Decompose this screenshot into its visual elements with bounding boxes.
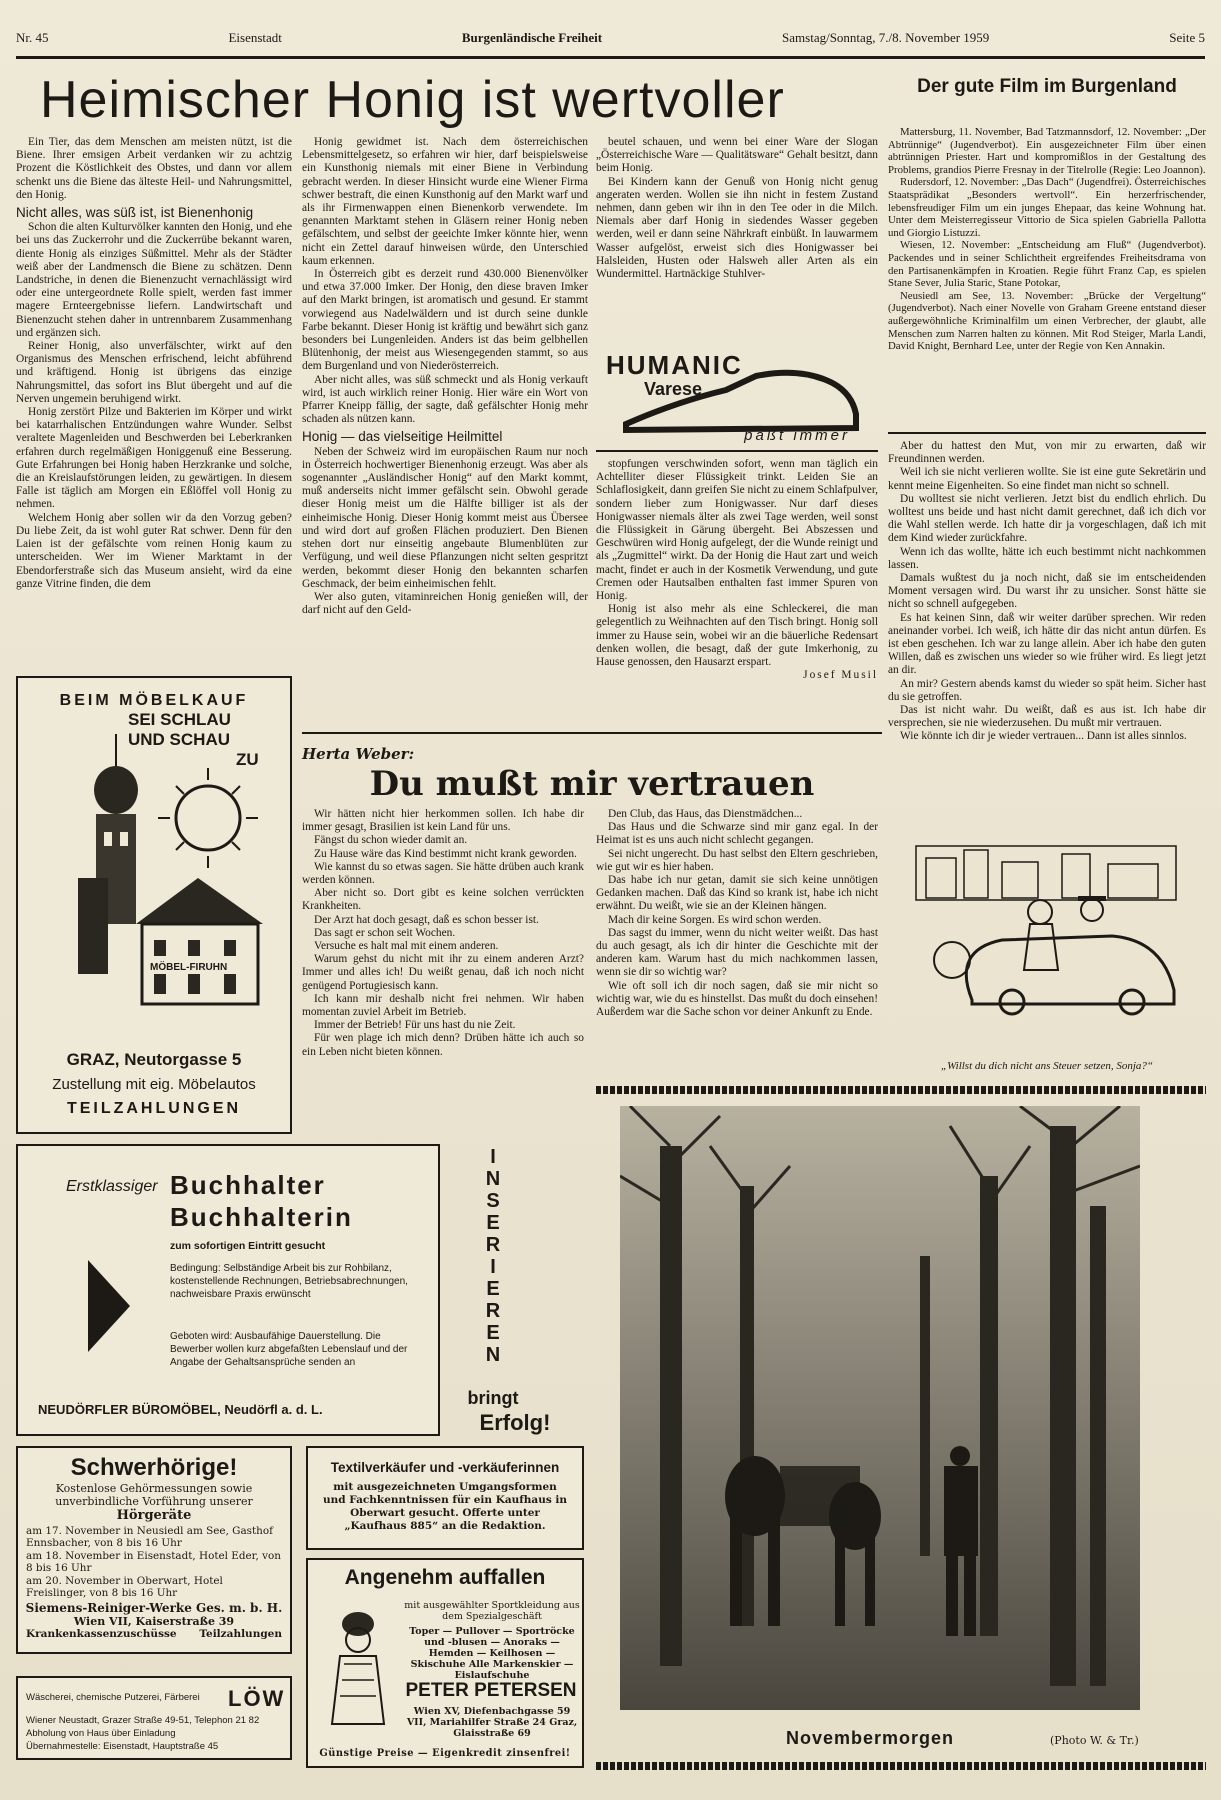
buchhalter-offer: Geboten wird: Ausbaufähige Dauerstellung. Die Bewerber wollen kurz abgefaßten Lebenslauf und der Angabe der Gehaltsansprüche senden an xyxy=(170,1331,408,1368)
photo-bottom-border xyxy=(596,1762,1206,1770)
buchhalter-ad[interactable] xyxy=(16,1144,440,1436)
moebel-delivery: Zustellung mit eig. Möbelautos xyxy=(52,1076,256,1093)
story-paragraph: Wie könnte ich dir je wieder vertrauen... Dann ist alles sinnlos. xyxy=(900,730,1187,743)
tree-avenue-illustration xyxy=(620,1106,1140,1710)
inserieren-erfolg: Erfolg! xyxy=(479,1410,551,1435)
humanic-ad[interactable] xyxy=(596,350,878,446)
story-paragraph: Mach dir keine Sorgen. Es wird schon werden. xyxy=(608,913,822,926)
photo-credit: (Photo W. & Tr.) xyxy=(1050,1734,1139,1747)
paper-name: Burgenländische Freiheit xyxy=(461,30,603,45)
loew-pickup-line: Abholung von Haus über Einladung xyxy=(26,1728,176,1739)
loew-brand: LÖW xyxy=(228,1686,286,1711)
petersen-footer: Günstige Preise — Eigenkredit zinsenfrei! xyxy=(319,1748,571,1759)
buchhalter-title: Buchhalter xyxy=(170,1170,326,1200)
textil-body: mit ausgezeichneten Umgangsformen und Fachkenntnissen für ein Kaufhaus in Oberwart gesucht. Offerte unter „Kaufhaus 885“ an die Redaktion. xyxy=(322,1481,568,1532)
cartoon-caption: „Willst du dich nicht ans Steuer setzen, Sonja?“ xyxy=(940,1060,1154,1072)
story-paragraph: Für wen plage ich mich denn? Drüben hätte ich auch so ein Leben nicht bieten können. xyxy=(302,1032,584,1058)
honig-paragraph: Bei Kindern kann der Genuß von Honig nicht genug angeraten werden. Wollen sie ihn nicht in festem Zustand nehmen, dann geben wir ihn in den Tee oder in die Milch. Niemals aber darf Honig in siedendes Wasser gegeben werden, weil er dann seine Nährkraft einbüßt. In lauwarmem Wasser aufgelöst, erweist sich dies Honigwasser bei Halsleiden, Husten oder Halsweh aller Arten als ein Wundermittel. Hartnäckige Stuhlver- xyxy=(596,175,878,281)
honig-paragraph: Neben der Schweiz wird im europäischen Raum nur noch in Österreich hochwertiger Bienenhonig erzeugt. Was aber als sogenannter „Ausländischer Honig“ auf den Markt kommt, muß anderseits nicht immer gefälscht sein. Obwohl gerade dieser Honig meist um die Hälfte billiger ist als der einheimische Honig. Dieser Honig kommt meist aus Übersee und wird dort auf großen Flächen produziert. Den Bienen stehen dort nur einseitig angebaute Blumenblüten zur Verfügung, und weil diese Pflanzungen nicht selten gespritzt werden, bekommt dieser Honig den bekannten scharfen Geschmack, der beim einheimischen fehlt. xyxy=(302,445,588,590)
petersen-subtitle: mit ausgewählter Sportkleidung aus dem Spezialgeschäft xyxy=(404,1600,580,1622)
petersen-title: Angenehm auffallen xyxy=(344,1566,546,1589)
humanic-slogan: paßt immer xyxy=(744,427,850,444)
loew-dropoff-line: Übernahmestelle: Eisenstadt, Hauptstraße 45 xyxy=(26,1741,219,1752)
petersen-address: Wien XV, Diefenbachgasse 59 VII, Mariahilfer Straße 24 Graz, Glaisstraße 69 xyxy=(406,1706,578,1739)
story-paragraph: Wir hätten nicht hier herkommen sollen. Ich habe dir immer gesagt, Brasilien ist kein Land für uns. xyxy=(302,808,584,834)
photo-top-border xyxy=(596,1086,1206,1094)
story-paragraph: Warum gehst du nicht mit ihr zu einem anderen Arzt? Immer und alles ich! Du weißt genau, daß ich noch nicht genügend Portugiesisch kann. xyxy=(302,953,584,992)
story-paragraph: Das ist nicht wahr. Du weißt, daß es aus ist. Ich habe dir versprechen, sie nie wiederzusehen. Du mußt mir vertrauen. xyxy=(888,704,1206,730)
schwerhoerige-dates xyxy=(18,1523,290,1601)
honig-paragraph: Ein Tier, das dem Menschen am meisten nützt, ist die Biene. Ihrer emsigen Arbeit verdanken wir zu achtzig Prozent die Köstlichkeit des Obstes, und dann vor allem schenkt uns die Biene das älteste Heil- und Nahrungsmittel, den Honig. xyxy=(16,136,292,201)
story-title: Du mußt mir vertrauen xyxy=(369,764,815,804)
story-paragraph: Der Arzt hat doch gesagt, daß es schon besser ist. xyxy=(314,913,539,926)
story-paragraph: Aber du hattest den Mut, von mir zu erwarten, daß wir Freundinnen werden. xyxy=(888,440,1206,466)
honig-paragraph: In Österreich gibt es derzeit rund 430.000 Bienenvölker und etwa 37.000 Imker. Der Honig, den diese braven Imker auf den Markt bringen, ist aromatisch und gesund. Er stammt vorwiegend aus Nadelwäldern und ist durch seine dunkle Farbe bekannt. Dieser Honig ist kräftig und bewährt sich ganz besonders bei Lungenleiden. Anders ist das beim gelbhellen Blütenhonig, der meist aus Wiesengegenden stammt, so aus dem Burgenland und von Niederösterreich. xyxy=(302,268,588,373)
moebel-line-2: SEI SCHLAU xyxy=(128,710,231,729)
film-rule xyxy=(888,432,1206,434)
honig-column-3 xyxy=(596,136,878,346)
krankenkasse-label: Krankenkassenzuschüsse xyxy=(26,1628,177,1641)
story-paragraph: Immer der Betrieb! Für uns hast du nie Zeit. xyxy=(314,1019,516,1032)
story-paragraph: Wie oft soll ich dir noch sagen, daß sie mir nicht so wichtig war, wie du es hinstellst. Das mußt du doch einsehen! Außerdem war die Sache schon vor deiner Ankunft zu Ende. xyxy=(596,979,878,1019)
inserieren-letter: I xyxy=(490,1146,496,1168)
textil-ad[interactable] xyxy=(306,1446,584,1550)
arrow-right-icon xyxy=(84,1256,134,1356)
inserieren-letter: I xyxy=(490,1256,496,1278)
schwerhoerige-footer xyxy=(18,1628,290,1640)
moebel-line-4: ZU xyxy=(236,750,259,769)
honig-paragraph: Reiner Honig, also unverfälschter, wirkt auf den Organismus des Menschen erfrischend, leicht abführend und kräftigend. Honig ist übrigens das einzige Nahrungsmittel, das sofort ins Blut übergeht und auf die Nerven ungemein beruhigend wirkt. xyxy=(16,340,292,405)
inserieren-letter: E xyxy=(486,1322,500,1344)
honig-column-3b xyxy=(596,458,878,724)
story-author: Herta Weber: xyxy=(302,745,415,763)
loew-address xyxy=(26,1714,259,1753)
page-label: Seite 5 xyxy=(1169,30,1205,45)
loew-address-line: Wiener Neustadt, Grazer Straße 49-51, Telephon 21 82 xyxy=(26,1715,260,1726)
film-item: Rudersdorf, 12. November: „Das Dach“ (Jugendfrei). Österreichisches Staatsprädikat „Besonders wertvoll“. Ein herzerfrischender, lebensfreudiger Film um ein junges Ehepaar, das keine Wohnung hat. Unter dem Meisterregisseur Vittorio de Sica spielen Gabriella Pallotta und Giorgio Listuzzi. xyxy=(888,176,1206,239)
buchhalterin-title: Buchhalterin xyxy=(170,1202,353,1232)
honig-paragraph: Honig zerstört Pilze und Bakterien im Körper und wirkt bei katarrhalischen Entzündungen wahre Wunder. Selbst veraltete Magenleiden und Beschwerden bei Leberkranken erfahren durch regelmäßigen Honiggenuß eine Besserung. Gute Erfahrungen bei Honig haben Herzkranke und solche, die an Kreislaufstörungen leiden, zu gewärtigen. In diesem Falle ist täglich am Morgen ein Eßlöffel voll Honig zu nehmen. xyxy=(16,406,292,511)
honig-paragraph: beutel schauen, und wenn bei einer Ware der Slogan „Österreichische Ware — Qualitätsware“ Gehalt besitzt, dann beim Honig. xyxy=(596,136,878,175)
schwerhoerige-date: am 18. November in Eisenstadt, Hotel Eder, von 8 bis 16 Uhr xyxy=(26,1549,281,1575)
shoe-icon xyxy=(606,354,876,436)
story-paragraph: Das sagt er schon seit Wochen. xyxy=(314,926,456,939)
story-paragraph: Weil ich sie nicht verlieren wollte. Sie ist eine gute Sekretärin und kennt meine Eigenheiten. So eine findet man nicht so schnell. xyxy=(888,466,1206,492)
story-paragraph: Sei nicht ungerecht. Du hast selbst den Eltern geschrieben, wie gut wir es hier haben. xyxy=(596,847,878,873)
issue-number: Nr. 45 xyxy=(16,30,49,45)
church-tower-icon xyxy=(58,728,278,1028)
film-item: Mattersburg, 11. November, Bad Tatzmannsdorf, 12. November: „Der Abtrünnige“ (Jugendverbot). Ein ausgezeichneter Film über einen abtrünnigen Priester. Hart und kompromißlos in der Gestaltung des Problems, grandios Pierre Fresnay in der Titelrolle (Regie: Leo Joannon). xyxy=(888,126,1206,176)
humanic-brand: HUMANIC xyxy=(606,350,743,380)
woman-figure-illustration xyxy=(318,1604,398,1734)
honig-column-2 xyxy=(302,136,588,724)
film-item: Neusiedl am See, 13. November: „Brücke der Vergeltung“ (Jugendverbot). Nach einer Novelle von Graham Greene entstand dieser außergewöhnliche Kriminalfilm um einen Verbrecher, der glaubt, alle Menschen zum Narren halten zu können. Mit Rod Steiger, Marla Landi, David Knight, Bernhard Lee, unter der Regie von Ken Annakin. xyxy=(888,289,1206,353)
buchhalter-sofort: zum sofortigen Eintritt gesucht xyxy=(170,1240,326,1252)
inserieren-letter: E xyxy=(486,1212,500,1234)
inserieren-letter: E xyxy=(486,1278,500,1300)
inserieren-letter: N xyxy=(485,1344,501,1366)
header-rule xyxy=(16,56,1205,59)
photo-caption: Novembermorgen xyxy=(786,1728,955,1748)
moebel-installments: TEILZAHLUNGEN xyxy=(66,1100,242,1117)
inserieren-letter: N xyxy=(485,1168,501,1190)
story-paragraph: Wie kannst du so etwas sagen. Sie hätte drüben auch krank werden können. xyxy=(302,860,584,887)
story-paragraph: An mir? Gestern abends kamst du wieder so spät heim. Sicher hast du sie getroffen. xyxy=(888,677,1206,703)
film-listings xyxy=(888,126,1206,426)
film-item: Wiesen, 12. November: „Entscheidung am Fluß“ (Jugendverbot). Packendes und in seiner Schlichtheit ergreifendes Freiheitsdrama von den Partisanenkämpfen in Kroatien. Regie führt Franz Cap, es spielen Stane Sever, Julia Staric, Stane Potokar, xyxy=(888,239,1206,290)
moebel-line-3: UND SCHAU xyxy=(128,730,230,749)
honig-paragraph: stopfungen verschwinden sofort, wenn man täglich ein Achtelliter dieser Flüssigkeit trinkt. Leiden Sie an Schlaflosigkeit, dann greifen Sie nicht zu einem Schlafpulver, sondern lieber zum Honigwasser. Nur darf dieses Honigwasser niemals älter als zwei Tage werden, weil sonst die Flüssigkeit in Gärung übergeht. Bei Abszessen und Geschwüren wird Honig aufgelegt, der die Wunde reinigt und als „Zugmittel“ wirkt. Da der Honig die Haut zart und weich macht, findet er auch in der Kosmetik Verwendung, und gute Cremen oder Hautsalben enthalten fast immer Spuren von Honig. xyxy=(596,458,878,603)
story-paragraph: Aber nicht so. Dort gibt es keine solchen verrückten Krankheiten. xyxy=(302,887,584,913)
story-paragraph: Das habe ich nur getan, damit sie sich keine unnötigen Gedanken machen. Daß das Kind so krank ist, habe ich nicht erwähnt. Du weißt, wie sie an der Kleinen hängen. xyxy=(596,874,878,913)
moebel-ad[interactable] xyxy=(16,676,292,1134)
car-cartoon-illustration xyxy=(912,840,1184,1016)
story-paragraph: Es hat keinen Sinn, daß wir weiter darüber sprechen. Wir reden aneinander vorbei. Ich weiß, ich hätte dir das nicht antun dürfen. Es ist eben geschehen. Ich war zu lange allein. Aber ich habe den guten Willen, daß es zwischen uns wieder so wie früher wird. Es liegt jetzt an dir. xyxy=(888,611,1206,677)
honig-subhead-2: Honig — das vielseitige Heilmittel xyxy=(302,429,503,445)
honig-column-1 xyxy=(16,136,292,668)
humanic-model: Varese xyxy=(644,379,703,399)
story-paragraph: Zu Hause wäre das Kind bestimmt nicht krank geworden. xyxy=(314,847,577,860)
honig-headline: Heimischer Honig ist wertvoller xyxy=(40,71,785,129)
inserieren-letter: S xyxy=(486,1190,500,1212)
story-paragraph: Wenn ich das wollte, hätte ich euch bestimmt nicht nachkommen lassen. xyxy=(888,545,1206,571)
schwerhoerige-ad[interactable] xyxy=(16,1446,292,1654)
schwerhoerige-title: Schwerhörige! xyxy=(70,1454,238,1481)
moebel-sign: MÖBEL-FIRUHN xyxy=(150,962,228,973)
schwerhoerige-date: am 20. November in Oberwart, Hotel Freislinger, von 8 bis 16 Uhr xyxy=(26,1574,223,1600)
novembermorgen-photo xyxy=(620,1106,1140,1710)
inserieren-letter: R xyxy=(485,1300,501,1322)
honig-paragraph: Welchem Honig aber sollen wir da den Vorzug geben? Du liebe Zeit, da ist wohl guter Rat schwer. Denn für den Laien ist der gefälschte vom reinen Honig kaum zu unterscheiden. Wer im Wiener Marktamt in der Ebendorferstraße sich das Museum ansieht, wird da eine ganze Vitrine finden, die dem xyxy=(16,511,292,590)
story-paragraph: Das sagst du immer, wenn du nicht weiter weißt. Das hast du auch gesagt, als ich dir hinter die Geschichte mit der anderen kam. Warum hast du mich nachkommen lassen, wenn sie dir so wichtig war? xyxy=(596,926,878,979)
story-paragraph: Fängst du schon wieder damit an. xyxy=(314,834,468,847)
city: Eisenstadt xyxy=(228,30,282,45)
textil-title: Textilverkäufer und -verkäuferinnen xyxy=(330,1460,560,1475)
issue-date: Samstag/Sonntag, 7./8. November 1959 xyxy=(782,30,990,45)
inserieren-letter: R xyxy=(485,1234,501,1256)
honig-paragraph: Schon die alten Kulturvölker kannten den Honig, und ehe bei uns das Zuckerrohr und die Zuckerrübe bekannt waren, diente Honig als einziges Süßmittel. Mehr als der Städter weiß aber der Landmensch die Biene zu schätzen. Denn Landstriche, in denen die Bienenzucht vernachlässigt wird oder eine untergeordnete Rolle spielt, werden fast immer magere Ernteergebnisse liefern. Landwirtschaft und Bienenzucht stehen daher in untrennbarem Zusammenhang und ergänzen sich. xyxy=(16,221,292,339)
story-paragraph: Den Club, das Haus, das Dienstmädchen... xyxy=(608,808,803,820)
honig-author: Josef Musil xyxy=(803,669,878,682)
petersen-ad[interactable] xyxy=(306,1558,584,1768)
inserieren-vertical xyxy=(470,1146,516,1366)
honig-paragraph: Honig gewidmet ist. Nach dem österreichischen Lebensmittelgesetz, so erfahren wir hier, darf beispielsweise ein Kunsthonig niemals mit einer Biene in Verbindung gebracht werden. In dieser Hinsicht wurde eine Wiener Firma schwer bestraft, die einen Kunsthonig auf den Markt warf und als ihr Firmenwappen einen Bienenkorb verwendete. Im genannten Marktamt stehen in Gläsern reiner Honig neben gefälschtem, und selbst der geeichte Imker könnte hier, wenn nicht ein Zettel darauf hinweisen würde, den Unterschied kaum erkennen. xyxy=(302,136,588,267)
loew-services: Wäscherei, chemische Putzerei, Färberei xyxy=(26,1692,200,1703)
moebel-line-1: BEIM MÖBELKAUF xyxy=(59,692,249,709)
buchhalter-pre: Erstklassiger xyxy=(66,1178,158,1195)
page-header xyxy=(16,30,1205,52)
honig-paragraph: Aber nicht alles, was süß schmeckt und als Honig verkauft wird, ist auch wirklich reiner Honig. Hier wäre ein Wort von Pfarrer Kneipp fällig, der sagte, daß gefälschter Honig mehr schaden als nützen kann. xyxy=(302,373,588,426)
schwerhoerige-address: Wien VII, Kaiserstraße 39 xyxy=(73,1615,235,1629)
honig-subhead-1: Nicht alles, was süß ist, ist Bienenhonig xyxy=(16,205,254,221)
inserieren-bringt: bringt xyxy=(467,1388,519,1408)
schwerhoerige-date: am 17. November in Neusiedl am See, Gasthof Ennsbacher, von 8 bis 16 Uhr xyxy=(26,1525,273,1550)
story-paragraph: Das Haus und die Schwarze sind mir ganz egal. In der Heimat ist es uns auch nicht schlecht gegangen. xyxy=(596,821,878,847)
buchhalter-conditions: Bedingung: Selbständige Arbeit bis zur Rohbilanz, kostenstellende Rechnungen, Betriebsabrechnungen, nachweisbare Praxis erwünscht xyxy=(170,1263,408,1300)
story-column-3 xyxy=(888,440,1206,826)
buchhalter-company: NEUDÖRFLER BÜROMÖBEL, Neudörfl a. d. L. xyxy=(38,1402,323,1417)
humanic-rule xyxy=(596,450,878,452)
story-paragraph: Ich kann mir deshalb nicht frei nehmen. Wir haben momentan zuviel Arbeit im Betrieb. xyxy=(302,992,584,1019)
film-title: Der gute Film im Burgenland xyxy=(917,76,1177,97)
teilzahlung-label: Teilzahlungen xyxy=(199,1628,282,1641)
schwerhoerige-intro: Kostenlose Gehörmessungen sowie unverbindliche Vorführung unserer xyxy=(55,1482,253,1508)
story-paragraph: Damals wußtest du ja noch nicht, daß sie im entscheidenden Moment versagen wird. Du warst ihr zu unsicher. Sonst hätte sie nicht so schnell aufgegeben. xyxy=(888,572,1206,611)
honig-paragraph: Wer also guten, vitaminreichen Honig genießen will, der darf nicht auf den Geld- xyxy=(302,590,588,617)
story-paragraph: Du wolltest sie nicht verlieren. Jetzt bist du endlich ehrlich. Du wolltest uns beide und hast nicht damit gerechnet, daß ich dich vor die Wahl stellen werde. Ich hatte dir ja vorgeschlagen, daß ich mit dem Kind wieder zurückfahre. xyxy=(888,492,1206,545)
loew-ad[interactable] xyxy=(16,1676,292,1760)
schwerhoerige-hoergeraete: Hörgeräte xyxy=(116,1508,192,1523)
moebel-address: GRAZ, Neutorgasse 5 xyxy=(66,1050,242,1069)
honig-paragraph: Honig ist also mehr als eine Schleckerei, die man gelegentlich zu Weihnachten auf den Tisch bringt. Honig soll immer zu Hause sein, wobei wir an die bäuerliche Redensart denken wollen, die besagt, daß der gute Imkerhonig, zu Hause genossen, den Hausarzt erspart. xyxy=(596,603,878,669)
schwerhoerige-firm: Siemens-Reiniger-Werke Ges. m. b. H. xyxy=(25,1601,283,1616)
story-top-rule xyxy=(302,732,882,734)
petersen-items: Toper — Pullover — Sportröcke und -blusen — Anoraks — Hemden — Keilhosen — Skischuhe Alle Markenskier — Eislaufschuhe xyxy=(409,1626,575,1681)
story-column-2 xyxy=(596,808,878,1078)
story-paragraph: Versuche es halt mal mit einem anderen. xyxy=(314,940,499,953)
story-column-1 xyxy=(302,808,584,1138)
petersen-brand: PETER PETERSEN xyxy=(405,1680,577,1701)
